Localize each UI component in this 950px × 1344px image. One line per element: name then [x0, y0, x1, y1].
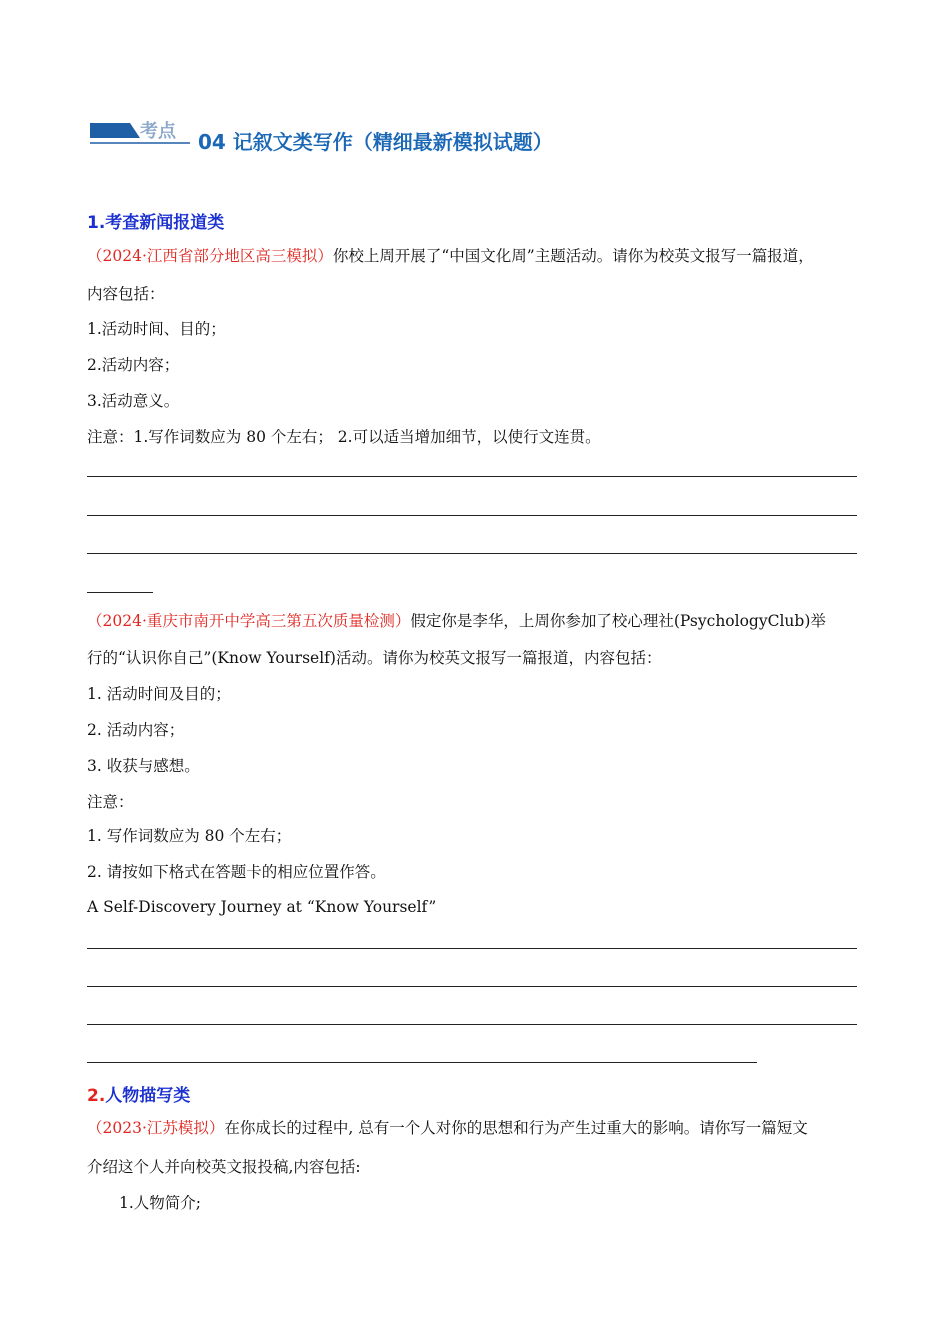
list-item: 3. 收获与感想。 — [87, 757, 200, 775]
list-item: 2.活动内容； — [87, 356, 180, 374]
question-source: （2024·江西省部分地区高三模拟） — [87, 247, 333, 265]
answer-line[interactable] — [87, 986, 857, 987]
question-2-prompt-cont: 行的“认识你自己”(Know Yourself)活动。请你为校英文报写一篇报道，内容包括： — [87, 649, 662, 667]
section-heading-character: 2.人物描写类 — [87, 1086, 191, 1106]
list-item: 2. 请按如下格式在答题卡的相应位置作答。 — [87, 863, 386, 881]
answer-line[interactable] — [87, 515, 857, 516]
answer-line[interactable] — [87, 592, 153, 593]
question-2-prompt: （2024·重庆市南开中学高三第五次质量检测）假定你是李华，上周你参加了校心理社(PsychologyClub)举 — [87, 612, 826, 630]
section-badge-icon — [90, 118, 196, 148]
question-source: （2024·重庆市南开中学高三第五次质量检测） — [87, 612, 411, 630]
note-label: 注意： — [87, 793, 134, 811]
list-item: 3.活动意义。 — [87, 392, 180, 410]
list-item: 1.人物简介; — [119, 1194, 202, 1212]
list-item: 1.活动时间、目的； — [87, 320, 226, 338]
answer-line[interactable] — [87, 476, 857, 477]
question-1-prompt: （2024·江西省部分地区高三模拟）你校上周开展了“中国文化周”主题活动。请你为校英文报写一篇报道， — [87, 247, 814, 265]
essay-title: A Self-Discovery Journey at “Know Yourself” — [87, 898, 437, 916]
question-3-prompt: （2023·江苏模拟）在你成长的过程中, 总有一个人对你的思想和行为产生过重大的影响。请你写一篇短文 — [87, 1119, 808, 1137]
list-item: 1. 写作词数应为 80 个左右； — [87, 827, 292, 845]
question-source: （2023·江苏模拟） — [87, 1119, 225, 1137]
question-note: 注意：1.写作词数应为 80 个左右； 2.可以适当增加细节，以使行文连贯。 — [87, 428, 601, 446]
list-item: 1. 活动时间及目的； — [87, 685, 231, 703]
answer-line[interactable] — [87, 1024, 857, 1025]
answer-line[interactable] — [87, 553, 857, 554]
question-1-prompt-cont: 内容包括： — [87, 285, 165, 303]
list-item: 2. 活动内容； — [87, 721, 185, 739]
page-title: 04 记叙文类写作（精细最新模拟试题） — [198, 130, 553, 154]
section-heading-news: 1.考查新闻报道类 — [87, 213, 225, 233]
question-3-prompt-cont: 介绍这个人并向校英文报投稿,内容包括: — [87, 1158, 361, 1176]
answer-line[interactable] — [87, 948, 857, 949]
badge-text: 考点 — [140, 121, 176, 142]
answer-line[interactable] — [87, 1062, 757, 1063]
